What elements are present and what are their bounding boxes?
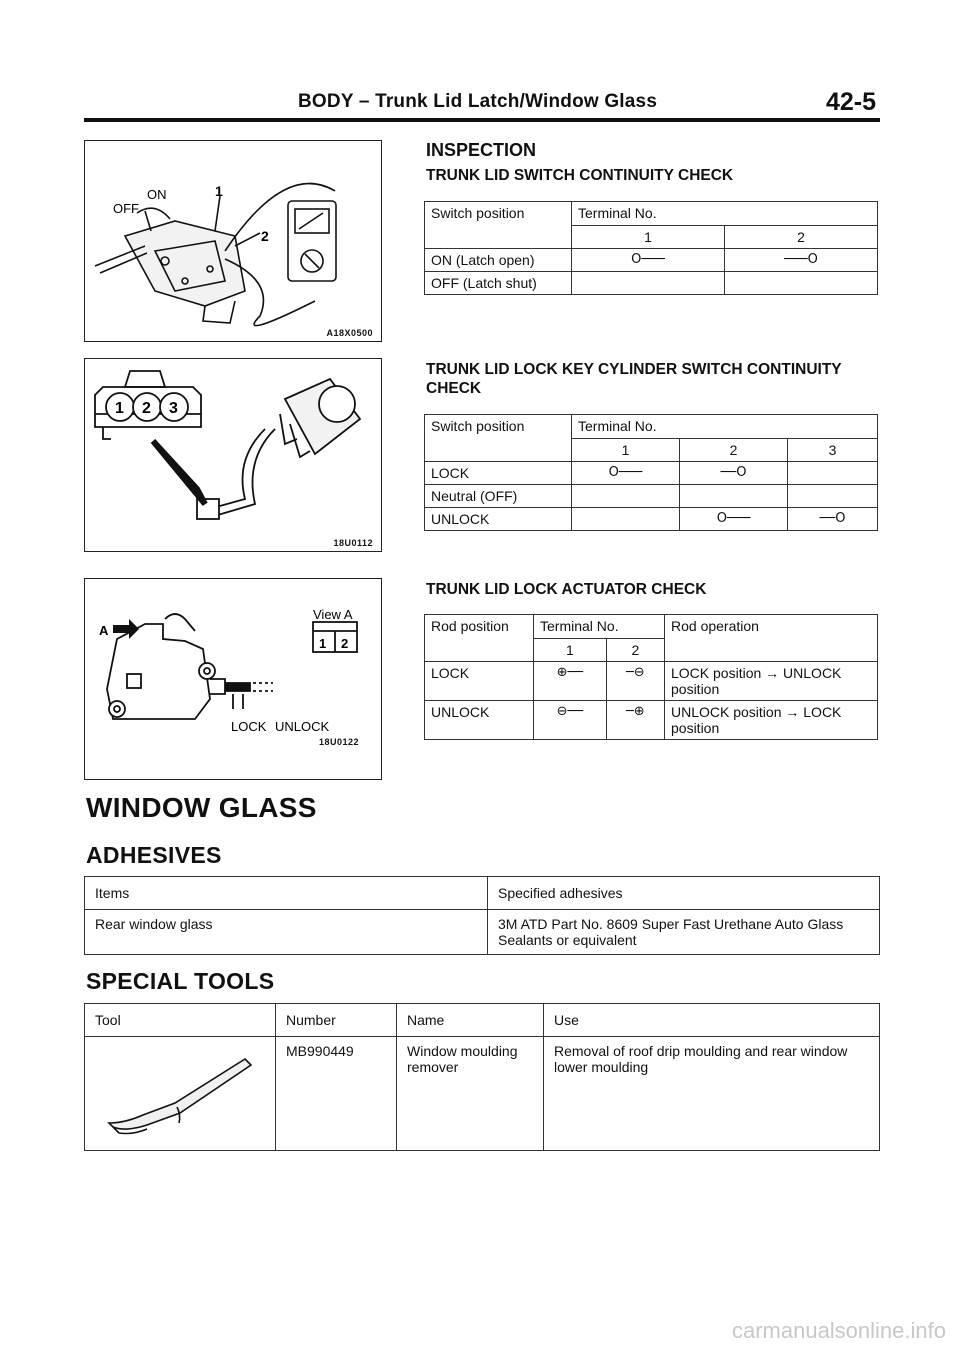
adhesives-heading: ADHESIVES: [86, 842, 222, 868]
tools-header-tool: Tool: [85, 1004, 276, 1037]
key-cylinder-continuity-heading: TRUNK LID LOCK KEY CYLINDER SWITCH CONTINUITY CHECK: [426, 361, 842, 397]
table2-header-terminal: Terminal No.: [572, 415, 878, 439]
table2-row3-cell2: O───: [680, 508, 788, 531]
table2-row3-cell3: ──O: [788, 508, 878, 531]
window-glass-heading: WINDOW GLASS: [86, 792, 317, 823]
lock-actuator-illustration: [85, 579, 381, 779]
table1-row1-cell2: ───O: [725, 249, 878, 272]
actuator-check-heading: TRUNK LID LOCK ACTUATOR CHECK: [426, 581, 707, 598]
adhesives-row1-adhesive: 3M ATD Part No. 8609 Super Fast Urethane Auto Glass Sealants or equivalent: [488, 910, 880, 955]
figure3-code: 18U0122: [319, 737, 360, 747]
tools-row1-number: MB990449: [276, 1037, 397, 1151]
table1-row1-cell1: O───: [572, 249, 725, 272]
latch-switch-illustration: [85, 141, 381, 341]
table3-row1-label: LOCK: [425, 662, 534, 701]
moulding-remover-tool-illustration: [85, 1037, 275, 1147]
table-row: [85, 1037, 880, 1151]
adhesives-header-specified: Specified adhesives: [488, 877, 880, 910]
figure2-terminal-1: 1: [115, 400, 124, 417]
table2-row1-cell3: [788, 462, 878, 485]
table2-row2-cell1: [572, 485, 680, 508]
table-row: [425, 272, 878, 295]
tools-header-use: Use: [544, 1004, 880, 1037]
figure3-label-2: 2: [341, 636, 349, 651]
tools-row1-tool: [85, 1037, 276, 1151]
table3-row1-cell2: ─⊖: [606, 662, 664, 701]
table3-row1-cell1: ⊕──: [534, 662, 607, 701]
table-row: [425, 508, 878, 531]
watermark-text: carmanualsonline.info: [731, 1318, 946, 1343]
table2-terminal-1: 1: [572, 438, 680, 462]
table-row: [425, 662, 878, 701]
table2-terminal-2: 2: [680, 438, 788, 462]
table1-row1-label: ON (Latch open): [425, 249, 572, 272]
table2-header-switch: Switch position: [425, 415, 572, 462]
special-tools-table: [84, 1003, 880, 1151]
table-row: [425, 485, 878, 508]
table2-terminal-3: 3: [788, 438, 878, 462]
tools-row1-use: Removal of roof drip moulding and rear window lower moulding: [544, 1037, 880, 1151]
table1-header-switch: Switch position: [425, 202, 572, 249]
switch-continuity-table: [424, 201, 878, 295]
figure1-label-2: 2: [261, 228, 269, 244]
figure-lock-actuator: [84, 578, 382, 780]
adhesives-row1-item: Rear window glass: [85, 910, 488, 955]
table-row: [425, 701, 878, 740]
table2-row2-cell3: [788, 485, 878, 508]
figure2-terminal-3: 3: [169, 400, 178, 417]
table3-row2-label: UNLOCK: [425, 701, 534, 740]
table2-row3-cell1: [572, 508, 680, 531]
figure3-label-a: A: [99, 623, 109, 638]
table3-terminal-2: 2: [606, 638, 664, 662]
table2-row2-cell2: [680, 485, 788, 508]
page-number: 42-5: [826, 88, 877, 116]
table3-row2-cell2: ─⊕: [606, 701, 664, 740]
tools-header-number: Number: [276, 1004, 397, 1037]
table3-row1-operation: LOCK position → UNLOCK position: [665, 662, 878, 701]
figure1-label-off: OFF: [113, 201, 139, 216]
figure-latch-switch: [84, 140, 382, 342]
adhesives-header-items: Items: [85, 877, 488, 910]
figure3-label-1: 1: [319, 636, 327, 651]
table-row: [425, 249, 878, 272]
key-cylinder-continuity-table: [424, 414, 878, 531]
table2-row2-label: Neutral (OFF): [425, 485, 572, 508]
table3-header-operation: Rod operation: [665, 615, 878, 662]
table2-row1-cell2: ──O: [680, 462, 788, 485]
figure2-terminal-2: 2: [142, 400, 151, 417]
figure1-label-1: 1: [215, 183, 223, 199]
figure3-label-lock: LOCK: [231, 719, 267, 734]
table2-row3-label: UNLOCK: [425, 508, 572, 531]
key-cylinder-illustration: [85, 359, 381, 551]
inspection-heading: INSPECTION: [426, 140, 537, 160]
table1-row2-cell2: [725, 272, 878, 295]
table-row: [425, 462, 878, 485]
table3-header-rod: Rod position: [425, 615, 534, 662]
page-header-title: BODY – Trunk Lid Latch/Window Glass: [298, 91, 658, 112]
header-rule: [84, 118, 880, 122]
adhesives-table: [84, 876, 880, 955]
figure3-label-view-a: View A: [313, 607, 353, 622]
figure2-code: 18U0112: [333, 538, 373, 548]
table1-row2-label: OFF (Latch shut): [425, 272, 572, 295]
actuator-check-table: [424, 614, 878, 740]
table3-row2-cell1: ⊖──: [534, 701, 607, 740]
figure1-code: A18X0500: [326, 328, 373, 338]
table-row: [85, 910, 880, 955]
table3-header-terminal: Terminal No.: [534, 615, 665, 639]
table1-terminal-1: 1: [572, 225, 725, 249]
figure1-label-on: ON: [147, 187, 167, 202]
table1-terminal-2: 2: [725, 225, 878, 249]
table2-row1-label: LOCK: [425, 462, 572, 485]
table3-terminal-1: 1: [534, 638, 607, 662]
tools-header-name: Name: [397, 1004, 544, 1037]
figure3-label-unlock: UNLOCK: [275, 719, 330, 734]
figure-key-cylinder-switch: [84, 358, 382, 552]
table3-row2-operation: UNLOCK position → LOCK position: [665, 701, 878, 740]
special-tools-heading: SPECIAL TOOLS: [86, 968, 275, 994]
table2-row1-cell1: O───: [572, 462, 680, 485]
table1-row2-cell1: [572, 272, 725, 295]
tools-row1-name: Window moulding remover: [397, 1037, 544, 1151]
switch-continuity-heading: TRUNK LID SWITCH CONTINUITY CHECK: [426, 167, 734, 184]
table1-header-terminal: Terminal No.: [572, 202, 878, 226]
